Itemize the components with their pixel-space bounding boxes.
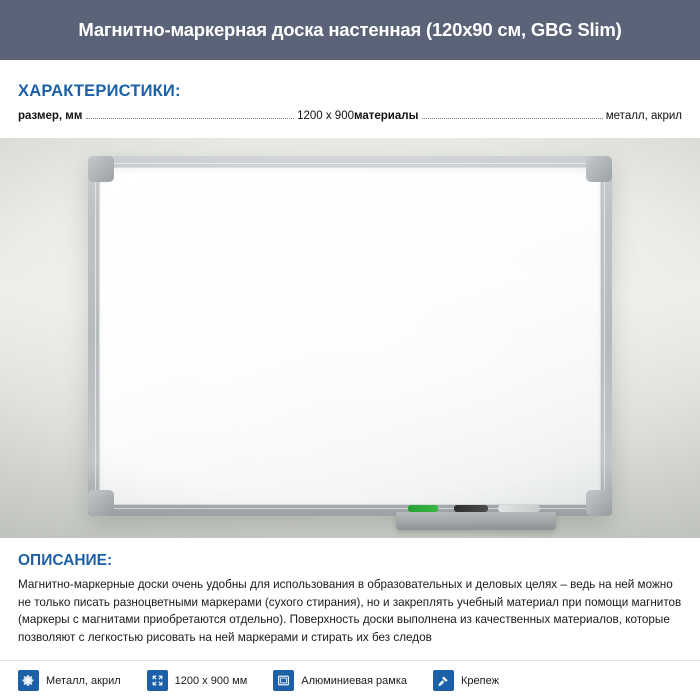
badge-size [147, 670, 248, 691]
arrows-expand-icon [147, 670, 168, 691]
frame-corner-top-left [88, 156, 114, 182]
spec-key-materials: материалы [354, 110, 419, 122]
page-title: Магнитно-маркерная доска настенная (120x90 см, GBG Slim) [78, 19, 622, 40]
frame-corner-bottom-right [586, 490, 612, 516]
whiteboard-frame [88, 156, 612, 516]
whiteboard-surface [99, 167, 601, 505]
badge-material [18, 670, 121, 691]
specifications-section [0, 60, 700, 138]
frame-corner-bottom-left [88, 490, 114, 516]
spec-item-size [18, 110, 354, 122]
description-heading: ОПИСАНИЕ: [18, 552, 113, 569]
description-section [0, 538, 700, 660]
badge-frame-label: Алюминиевая рамка [301, 674, 408, 687]
badge-frame [273, 670, 407, 691]
badge-mounting-label: Крепеж [461, 674, 499, 687]
badge-mounting [433, 670, 499, 691]
marker-tray [396, 512, 556, 530]
screw-icon [433, 670, 454, 691]
dot-leader [86, 117, 294, 119]
specifications-row [18, 110, 682, 122]
spec-item-materials [354, 110, 682, 122]
page-header [0, 0, 700, 60]
badge-material-label: Металл, акрил [46, 674, 121, 687]
footer-badges [0, 660, 700, 700]
product-image [0, 138, 700, 538]
frame-icon [273, 670, 294, 691]
spec-key-size: размер, мм [18, 110, 83, 122]
frame-corner-top-right [586, 156, 612, 182]
whiteboard [88, 156, 612, 516]
specifications-heading: ХАРАКТЕРИСТИКИ: [18, 82, 181, 100]
gear-icon [18, 670, 39, 691]
dot-leader [422, 117, 602, 119]
white-marker-icon [498, 505, 540, 512]
description-text: Магнитно-маркерные доски очень удобны для использования в образовательных и деловых целях – ведь на ней можно не только писать разноцветными маркерами (сухого стирания), но и закреплять учебный материал при помощи магнитов (маркеры с магнитами приобретаются отдельно). Поверхность доски выполнена из качественных материалов, которые позволяют с легкостью рисовать на ней маркерами и стирать их без следов [18, 578, 682, 644]
black-marker-icon [454, 505, 488, 512]
badge-size-label: 1200 x 900 мм [174, 674, 248, 687]
spec-value-size: 1200 x 900 [297, 110, 354, 122]
spec-value-materials: металл, акрил [605, 110, 682, 122]
green-marker-icon [408, 505, 438, 512]
